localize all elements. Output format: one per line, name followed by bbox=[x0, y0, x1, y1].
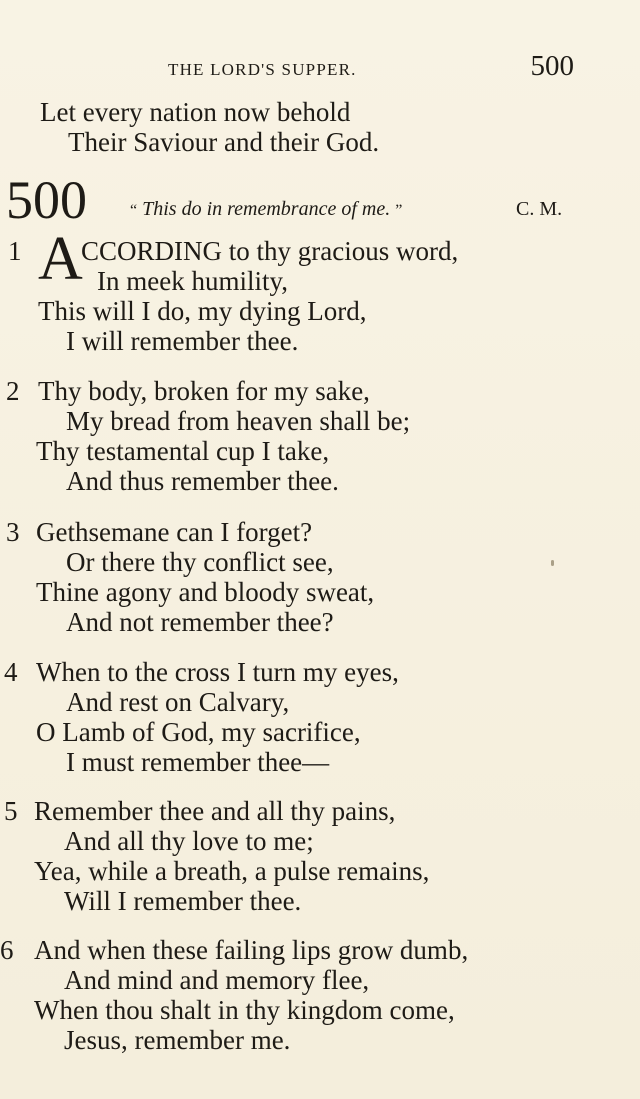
drop-cap: A bbox=[38, 225, 83, 293]
page-number: 500 bbox=[530, 50, 574, 82]
verse-5-line-4: Will I remember thee. bbox=[64, 886, 302, 916]
verse-number-2: 2 bbox=[6, 376, 20, 406]
hymn-epigraph bbox=[130, 198, 402, 221]
verse-2-line-2: My bread from heaven shall be; bbox=[66, 406, 411, 436]
verse-number-1: 1 bbox=[8, 236, 22, 266]
carryover-line-1: Let every nation now behold bbox=[40, 97, 351, 127]
verse-6-line-3: When thou shalt in thy kingdom come, bbox=[34, 995, 455, 1025]
verse-number-6: 6 bbox=[0, 935, 14, 965]
verse-3-line-3: Thine agony and bloody sweat, bbox=[36, 577, 375, 607]
carryover-line-2: Their Saviour and their God. bbox=[68, 127, 380, 157]
verse-3-line-2: Or there thy conflict see, bbox=[66, 547, 334, 577]
verse-2-line-1: Thy body, broken for my sake, bbox=[38, 376, 370, 406]
verse-1-line-1: CCORDING to thy gracious word, bbox=[81, 236, 459, 266]
verse-5-line-1: Remember thee and all thy pains, bbox=[34, 796, 396, 826]
verse-1-line-2: In meek humility, bbox=[97, 266, 288, 296]
hymn-number: 500 bbox=[6, 170, 87, 230]
hymn-meter: C. M. bbox=[516, 198, 563, 220]
verse-4-line-2: And rest on Calvary, bbox=[66, 687, 290, 717]
epigraph-text: This do in remembrance of me. bbox=[142, 198, 391, 220]
verse-3-line-1: Gethsemane can I forget? bbox=[36, 517, 313, 547]
verse-2-line-3: Thy testamental cup I take, bbox=[36, 436, 330, 466]
verse-5-line-2: And all thy love to me; bbox=[64, 826, 314, 856]
verse-3-line-4: And not remember thee? bbox=[66, 607, 334, 637]
verse-6-line-4: Jesus, remember me. bbox=[64, 1025, 291, 1055]
verse-1-line-3: This will I do, my dying Lord, bbox=[38, 296, 367, 326]
epigraph-close-quote: ” bbox=[395, 202, 403, 219]
verse-number-5: 5 bbox=[4, 796, 18, 826]
verse-number-3: 3 bbox=[6, 517, 20, 547]
verse-1-line-4: I will remember thee. bbox=[66, 326, 299, 356]
verse-number-4: 4 bbox=[4, 657, 18, 687]
verse-2-line-4: And thus remember thee. bbox=[66, 466, 339, 496]
verse-6-line-2: And mind and memory flee, bbox=[64, 965, 370, 995]
verse-6-line-1: And when these failing lips grow dumb, bbox=[34, 935, 469, 965]
running-head: THE LORD'S SUPPER. bbox=[168, 60, 357, 79]
verse-4-line-3: O Lamb of God, my sacrifice, bbox=[36, 717, 361, 747]
ink-speck bbox=[551, 560, 554, 566]
verse-5-line-3: Yea, while a breath, a pulse remains, bbox=[34, 856, 430, 886]
epigraph-open-quote: “ bbox=[130, 202, 138, 219]
verse-4-line-1: When to the cross I turn my eyes, bbox=[36, 657, 399, 687]
verse-4-line-4: I must remember thee— bbox=[66, 747, 330, 777]
